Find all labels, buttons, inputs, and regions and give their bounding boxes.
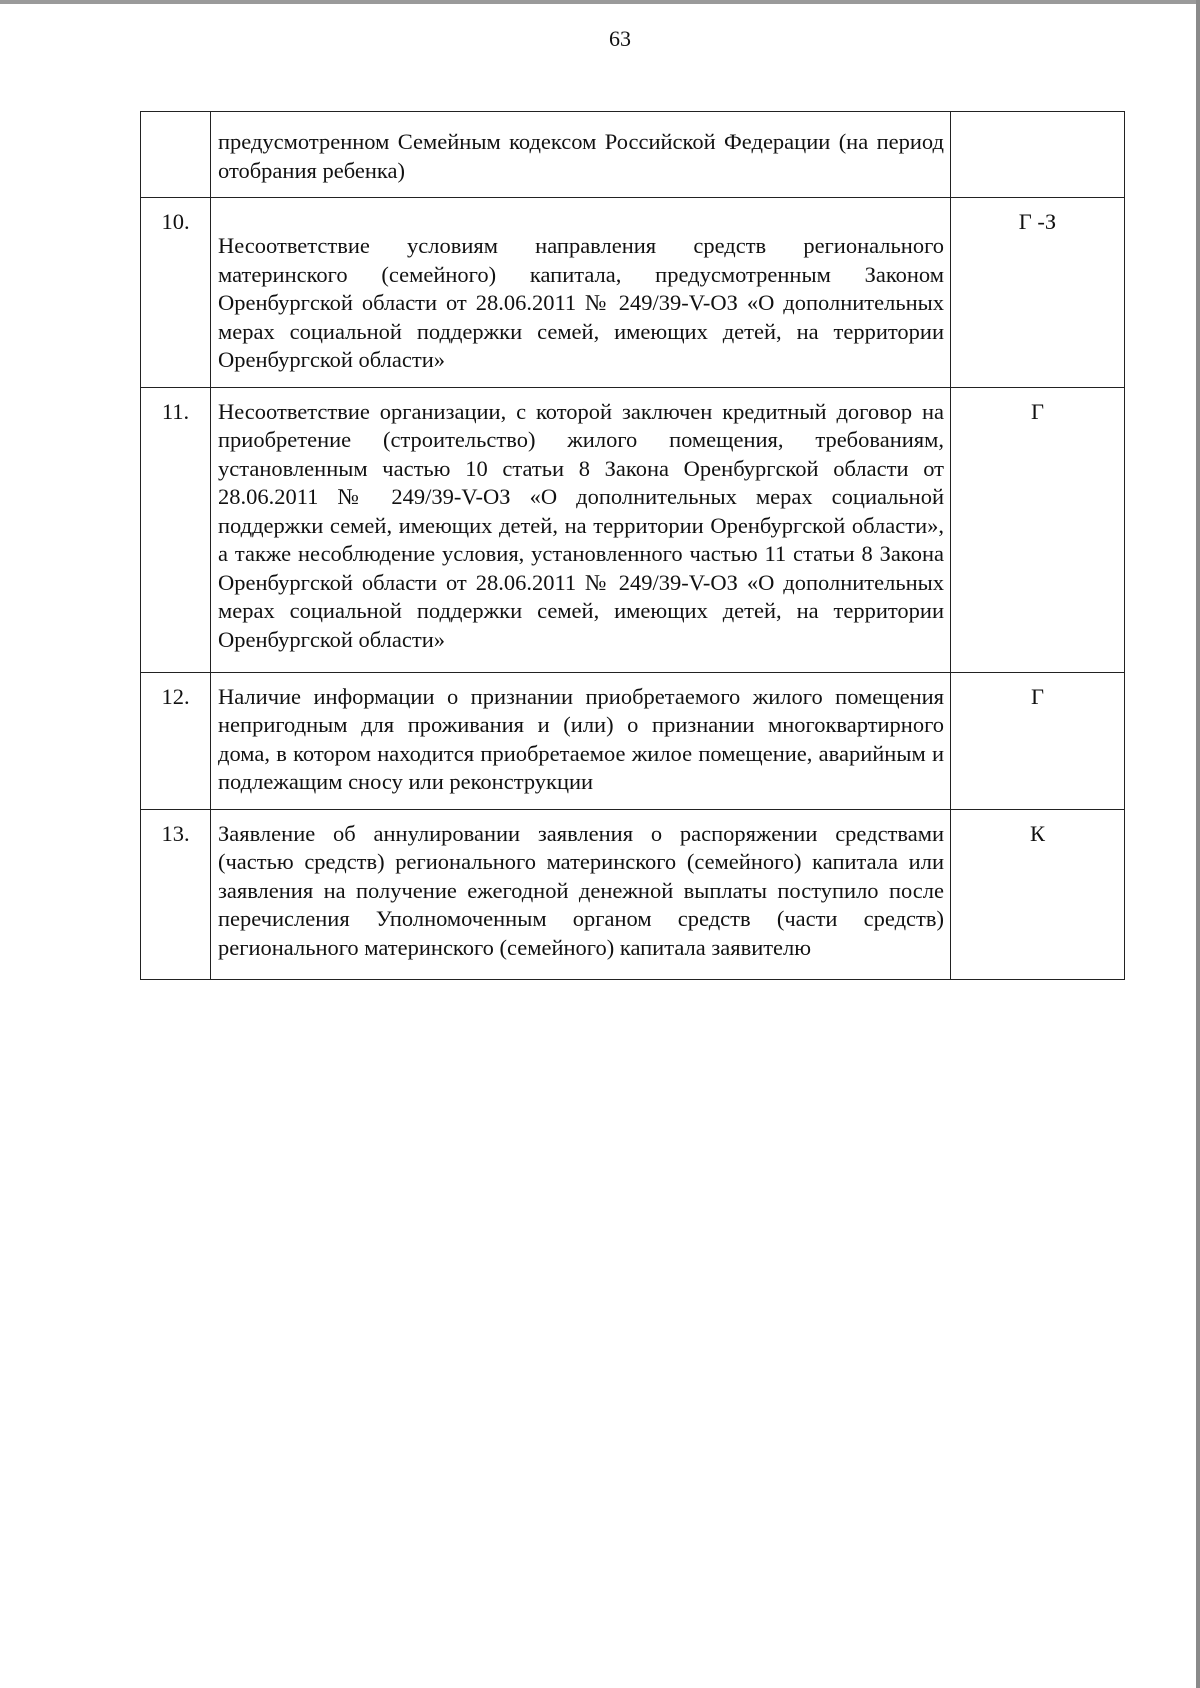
row-number: 11. <box>141 387 211 672</box>
row-text: Заявление об аннулировании заявления о распоряжении средствами (частью средств) регионального материнского (семейного) капитала или заявления на получение ежегодной денежной выплаты поступило после перечисления Уполномоченным органом средств (части средств) регионального материнского (семейного) капитала заявителю <box>211 809 951 979</box>
row-number: 13. <box>141 809 211 979</box>
document-table <box>140 111 1125 980</box>
table-row <box>141 112 1125 198</box>
row-text: Наличие информации о признании приобретаемого жилого помещения непригодным для проживания и (или) о признании многоквартирного дома, в котором находится приобретаемое жилое помещение, аварийным и подлежащим сносу или реконструкции <box>211 672 951 809</box>
row-number: 12. <box>141 672 211 809</box>
table-row <box>141 198 1125 388</box>
page-number: 63 <box>609 26 631 51</box>
row-number <box>141 112 211 198</box>
table-row <box>141 672 1125 809</box>
row-code: К <box>951 809 1125 979</box>
row-text: Несоответствие организации, с которой заключен кредитный договор на приобретение (строительство) жилого помещения, требованиям, установленным частью 10 статьи 8 Закона Оренбургской области от 28.06.2011 № 249/39-V-ОЗ «О дополнительных мерах социальной поддержки семей, имеющих детей, на территории Оренбургской области», а также несоблюдение условия, установленного частью 11 статьи 8 Закона Оренбургской области от 28.06.2011 № 249/39-V-ОЗ «О дополнительных мерах социальной поддержки семей, имеющих детей, на территории Оренбургской области» <box>211 387 951 672</box>
row-code: Г <box>951 387 1125 672</box>
row-text: Несоответствие условиям направления средств регионального материнского (семейного) капитала, предусмотренным Законом Оренбургской области от 28.06.2011 № 249/39-V-ОЗ «О дополнительных мерах социальной поддержки семей, имеющих детей, на территории Оренбургской области» <box>211 198 951 388</box>
table-row <box>141 387 1125 672</box>
scan-edge-top <box>0 0 1200 4</box>
row-code: Г <box>951 672 1125 809</box>
row-number: 10. <box>141 198 211 388</box>
table-row <box>141 809 1125 979</box>
row-text: предусмотренном Семейным кодексом Российской Федерации (на период отобрания ребенка) <box>211 112 951 198</box>
row-code <box>951 112 1125 198</box>
row-code: Г -З <box>951 198 1125 388</box>
scan-edge-right <box>1196 0 1200 1688</box>
